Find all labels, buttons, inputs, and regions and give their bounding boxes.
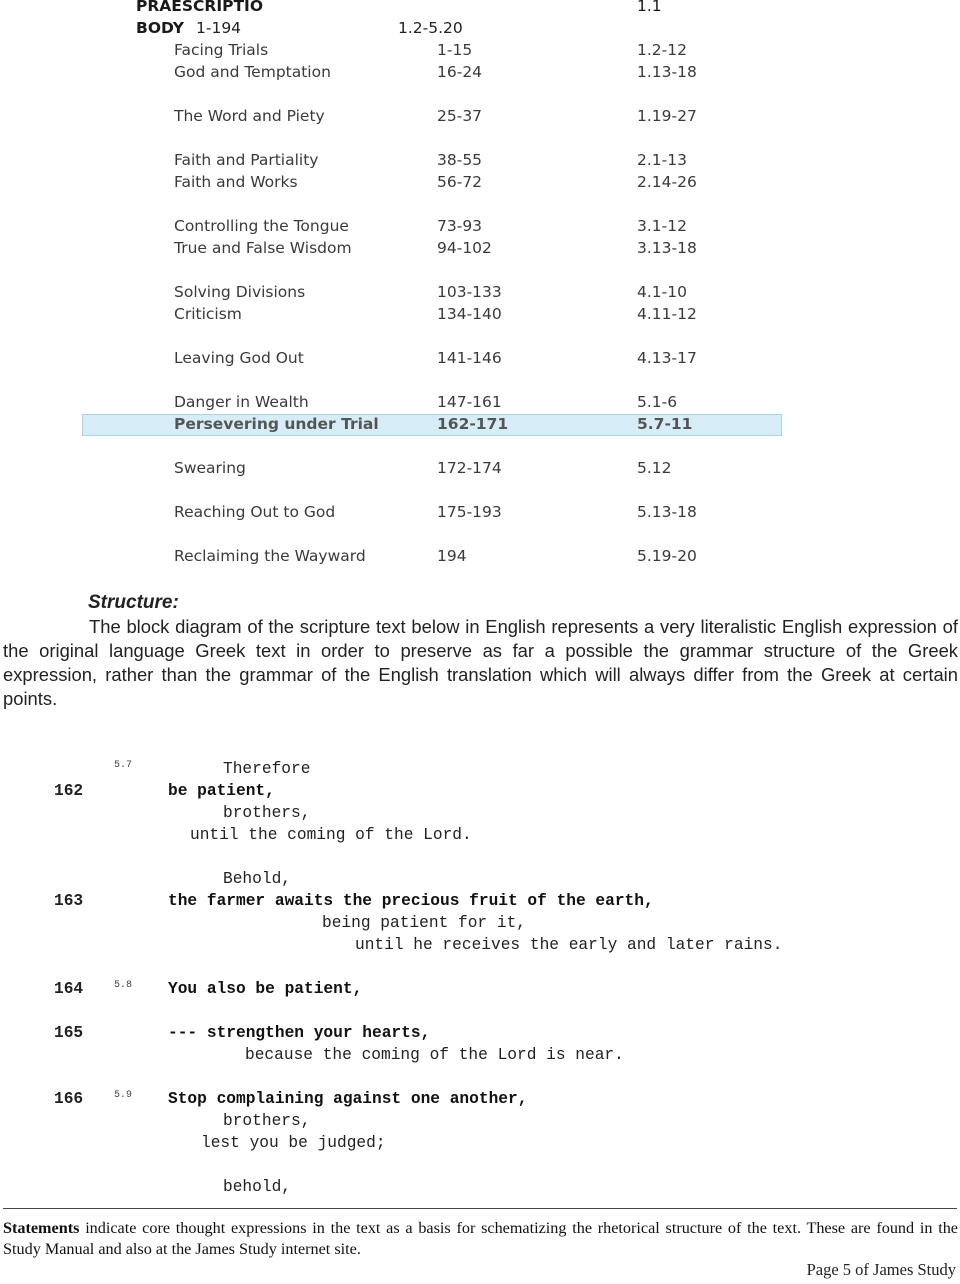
page-number: Page 5 of James Study (806, 1260, 956, 1279)
block-line: Behold, (223, 870, 291, 888)
section-title: God and Temptation (174, 63, 331, 81)
section-title: Swearing (174, 459, 246, 477)
block-line-core: You also be patient, (168, 980, 363, 998)
block-line-core: Stop complaining against one another, (168, 1090, 528, 1108)
section-verses: 1.19-27 (637, 107, 697, 125)
section-verses: 5.1-6 (637, 393, 678, 411)
block-line-core: the farmer awaits the precious fruit of the earth, (168, 892, 654, 910)
statement-number: 165 (54, 1024, 84, 1042)
section-statements: 134-140 (437, 305, 502, 323)
section-title: Criticism (174, 305, 242, 323)
section-verses: 5.7-11 (637, 415, 693, 433)
section-verses: 4.1-10 (637, 283, 687, 301)
block-line: because the coming of the Lord is near. (245, 1046, 624, 1064)
section-title: Persevering under Trial (174, 415, 379, 433)
verse-number: 5.7 (114, 760, 133, 771)
section-statements: 194 (437, 547, 467, 565)
section-statements: 94-102 (437, 239, 492, 257)
section-statements: 1-15 (437, 41, 473, 59)
section-title: True and False Wisdom (174, 239, 352, 257)
block-line: brothers, (223, 804, 311, 822)
footnote-divider (3, 1208, 957, 1209)
section-verses: 5.12 (637, 459, 672, 477)
section-verses: 1.2-12 (637, 41, 687, 59)
section-verses: 3.13-18 (637, 239, 697, 257)
section-verses: 3.1-12 (637, 217, 687, 235)
section-statements: 147-161 (437, 393, 502, 411)
praescriptio-verse: 1.1 (637, 0, 662, 15)
footnote-text: indicate core thought expressions in the text as a basis for schematizing the rhetorical structure of the text. These are found in the Study Manual and also at the James Study internet site. (3, 1219, 958, 1258)
section-statements: 175-193 (437, 503, 502, 521)
structure-paragraph: The block diagram of the scripture text below in English represents a very literalistic English expression of the original language Greek text in order to preserve as far a possible the grammar structure of the Greek expression, rather than the grammar of the English translation which will always differ from the Greek at certain points. (3, 616, 958, 709)
block-line: Therefore (223, 760, 311, 778)
section-title: Facing Trials (174, 41, 269, 59)
footnote (3, 1218, 958, 1260)
block-line: until the coming of the Lord. (190, 826, 472, 844)
section-statements: 38-55 (437, 151, 483, 169)
footnote-term: Statements (3, 1219, 80, 1237)
verse-number: 5.9 (114, 1090, 133, 1101)
structure-heading: Structure: (88, 592, 179, 613)
praescriptio-label: PRAESCRIPTIO (136, 0, 263, 15)
section-verses: 1.13-18 (637, 63, 697, 81)
section-verses: 5.13-18 (637, 503, 697, 521)
section-title: Controlling the Tongue (174, 217, 349, 235)
section-statements: 73-93 (437, 217, 483, 235)
section-verses: 2.14-26 (637, 173, 697, 191)
section-title: Reclaiming the Wayward (174, 547, 366, 565)
section-statements: 172-174 (437, 459, 502, 477)
section-statements: 25-37 (437, 107, 483, 125)
statement-number: 164 (54, 980, 84, 998)
section-title: Solving Divisions (174, 283, 306, 301)
section-title: Danger in Wealth (174, 393, 309, 411)
block-line-core: --- strengthen your hearts, (168, 1024, 431, 1042)
statement-number: 163 (54, 892, 84, 910)
section-statements: 56-72 (437, 173, 483, 191)
section-verses: 2.1-13 (637, 151, 687, 169)
section-title: Leaving God Out (174, 349, 304, 367)
block-line: being patient for it, (322, 914, 526, 932)
section-statements: 162-171 (437, 415, 509, 433)
statement-number: 162 (54, 782, 84, 800)
section-statements: 141-146 (437, 349, 502, 367)
block-line: until he receives the early and later rains. (355, 936, 783, 954)
verse-number: 5.8 (114, 980, 133, 991)
section-verses: 4.13-17 (637, 349, 697, 367)
section-statements: 103-133 (437, 283, 502, 301)
section-title: Faith and Works (174, 173, 298, 191)
body-label: BODY (136, 19, 184, 37)
section-verses: 5.19-20 (637, 547, 697, 565)
block-line-core: be patient, (168, 782, 275, 800)
statement-number: 166 (54, 1090, 84, 1108)
section-verses: 4.11-12 (637, 305, 697, 323)
block-line: brothers, (223, 1112, 311, 1130)
section-title: Reaching Out to God (174, 503, 336, 521)
block-line: behold, (223, 1178, 291, 1196)
body-range: 1-194 (196, 19, 242, 37)
section-statements: 16-24 (437, 63, 483, 81)
body-verse: 1.2-5.20 (398, 19, 463, 37)
section-title: Faith and Partiality (174, 151, 319, 169)
block-line: lest you be judged; (201, 1134, 386, 1152)
section-title: The Word and Piety (174, 107, 325, 125)
